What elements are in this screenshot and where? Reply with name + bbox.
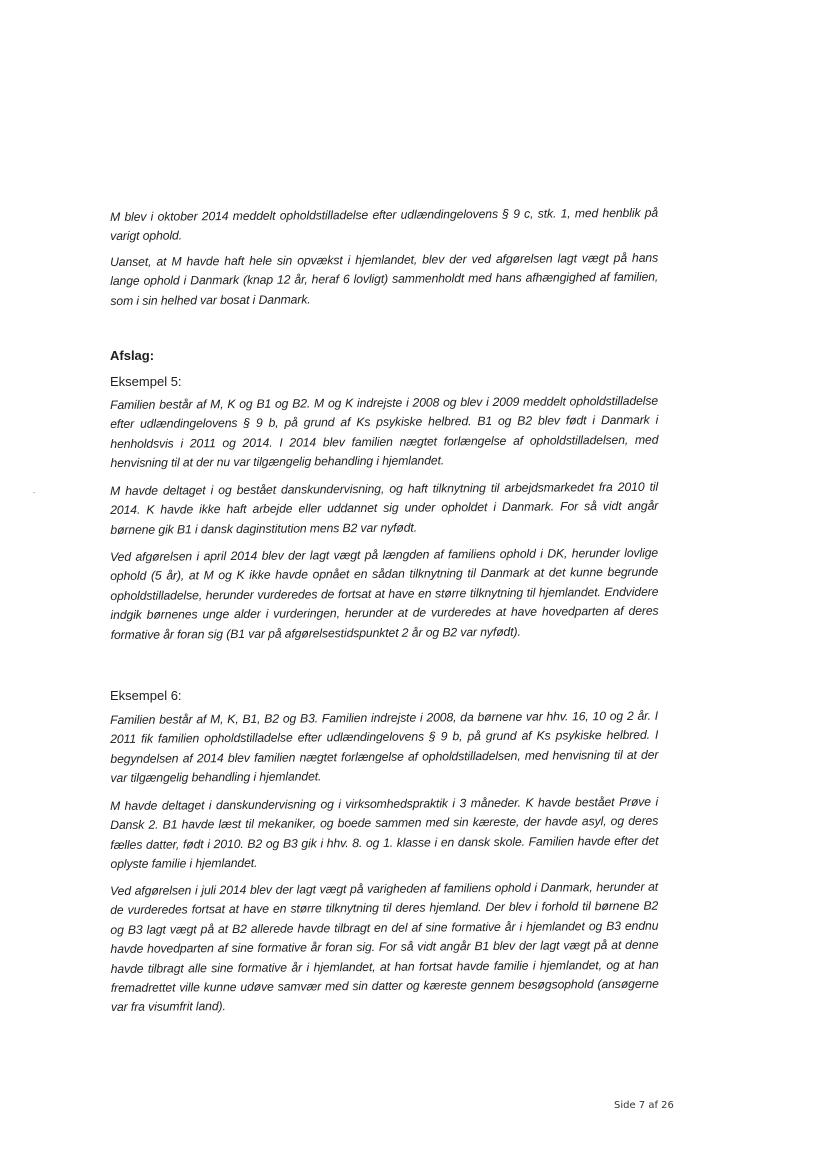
example-5-paragraph-1: Familien består af M, K og B1 og B2. M og K indrejste i 2008 og blev i 2009 meddelt opholdstilladelse efter udlændingelovens § 9 b, på grund af Ks psykiske helbred. B1 og B2 blev født i Danmark i henholdsvis i 2011 og 2014. I 2014 blev familien nægtet forlængelse af opholdstilladelsen, med henvisning til at der nu var tilgængelig behandling i hjemlandet. bbox=[110, 393, 659, 471]
example-6-paragraph-3: Ved afgørelsen i juli 2014 blev der lagt vægt på varigheden af familiens ophold i Danmark, herunder at de vurderedes fortsat at have en større tilknytning til deres hjemland. Der blev i forhold til børnene B2 og B3 lagt vægt på at B2 allerede havde tilbragt en del af sine formative år i hjemlandet og B3 endnu havde hovedparten af sine formative år foran sig. For så vidt angår B1 blev der lagt vægt på at denne havde tilbragt alle sine formative år i hjemlandet, at han fortsat havde familie i hjemlandet, og at han fremadrettet ville kunne udøve samvær med sin datter og kæreste gennem besøgsophold (ansøgerne var fra visumfrit land). bbox=[110, 879, 659, 1015]
example-5-label: Eksempel 5: bbox=[110, 374, 182, 389]
intro-paragraph-2: Uanset, at M havde haft hele sin opvækst i hjemlandet, blev der ved afgørelsen lagt vægt på hans lange ophold i Danmark (knap 12 år, heraf 6 lovligt) sammenholdt med hans afhængighed af familien, som i sin helhed var bosat i Danmark. bbox=[110, 250, 659, 308]
example-6-paragraph-1: Familien består af M, K, B1, B2 og B3. Familien indrejste i 2008, da børnene var hhv. 16, 10 og 2 år. I 2011 fik familien opholdstilladelse efter udlændingelovens § 9 b, på grund af Ks psykiske helbred. I begyndelsen af 2014 blev familien nægtet forlængelse af opholdstilladelsen, med henvisning til at der var tilgængelig behandling i hjemlandet. bbox=[110, 708, 659, 786]
page-number: Side 7 af 26 bbox=[614, 1100, 674, 1111]
example-6-label: Eksempel 6: bbox=[110, 688, 182, 703]
scan-speck bbox=[33, 492, 35, 493]
example-6-section bbox=[110, 708, 659, 1018]
example-5-paragraph-3: Ved afgørelsen i april 2014 blev der lagt vægt på længden af familiens ophold i DK, herunder lovlige ophold (5 år), at M og K ikke havde opnået en sådan tilknytning til Danmark at det kunne begrunde opholdstilladelse, herunder vurderedes de fortsat at have en større tilknytning til hjemlandet. Endvidere indgik børnenes unge alder i vurderingen, herunder at de vurderedes at have hovedparten af deres formative år foran sig (B1 var på afgørelsestidspunktet 2 år og B2 var nyfødt). bbox=[110, 545, 659, 642]
example-5-section bbox=[110, 393, 659, 645]
intro-paragraph-1: M blev i oktober 2014 meddelt opholdstilladelse efter udlændingelovens § 9 c, stk. 1, med henblik på varigt ophold. bbox=[110, 205, 659, 244]
example-6-paragraph-2: M havde deltaget i danskundervisning og i virksomhedspraktik i 3 måneder. K havde bestået Prøve i Dansk 2. B1 havde læst til mekaniker, og boede sammen med sin kæreste, der havde asyl, og deres fælles datter, født i 2010. B2 og B3 gik i hhv. 8. og 1. klasse i en dansk skole. Familien havde efter det oplyste familie i hjemlandet. bbox=[110, 794, 659, 871]
section-heading-afslag: Afslag: bbox=[110, 348, 155, 363]
example-5-paragraph-2: M havde deltaget i og bestået danskundervisning, og haft tilknytning til arbejdsmarkedet fra 2010 til 2014. K havde ikke haft arbejde eller uddannet sig under opholdet i Danmark. For så vidt angår børnene gik B1 i dansk daginstitution mens B2 var nyfødt. bbox=[110, 479, 659, 537]
intro-section bbox=[110, 205, 659, 311]
